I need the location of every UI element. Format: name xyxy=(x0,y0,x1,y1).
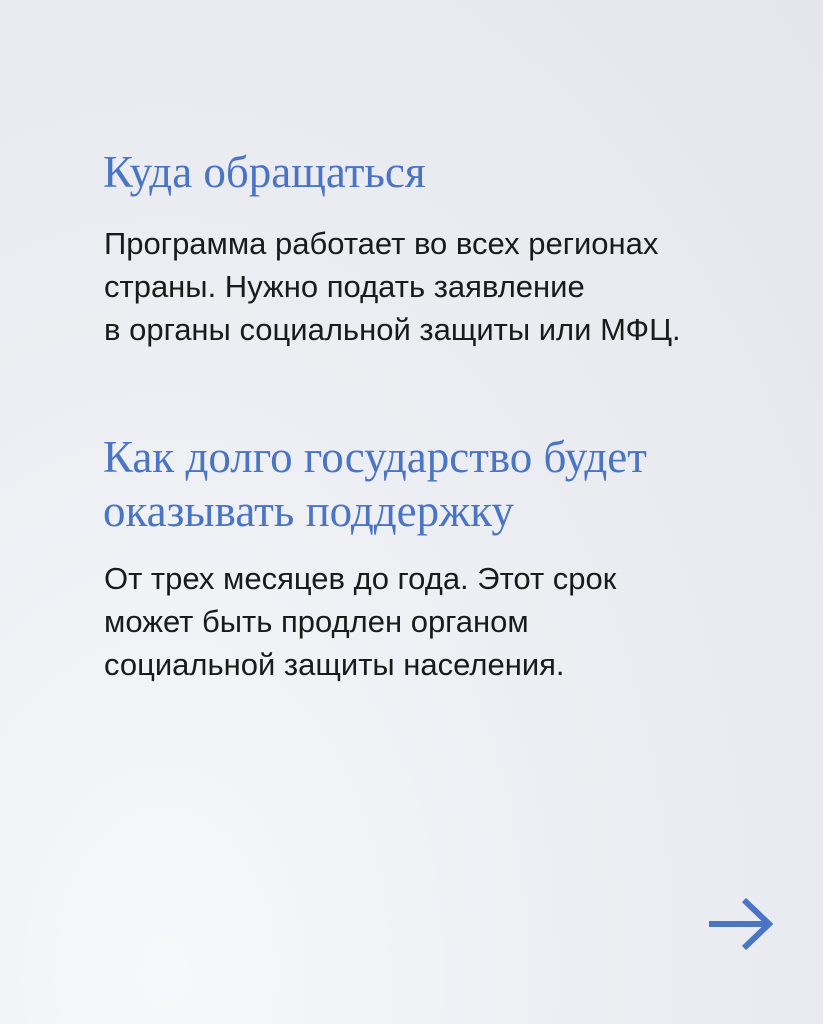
section-title-duration: Как долго государство будет оказывать поддержку xyxy=(103,432,647,536)
next-button[interactable] xyxy=(706,896,774,952)
arrow-right-icon xyxy=(706,896,774,952)
section-text-duration: От трех месяцев до года. Этот срок может быть продлен органом социальной защиты населения. xyxy=(104,561,617,682)
section-text-where: Программа работает во всех регионах страны. Нужно подать заявление в органы социальной защиты или МФЦ. xyxy=(104,226,681,347)
section-title-where: Куда обращаться xyxy=(103,147,426,197)
